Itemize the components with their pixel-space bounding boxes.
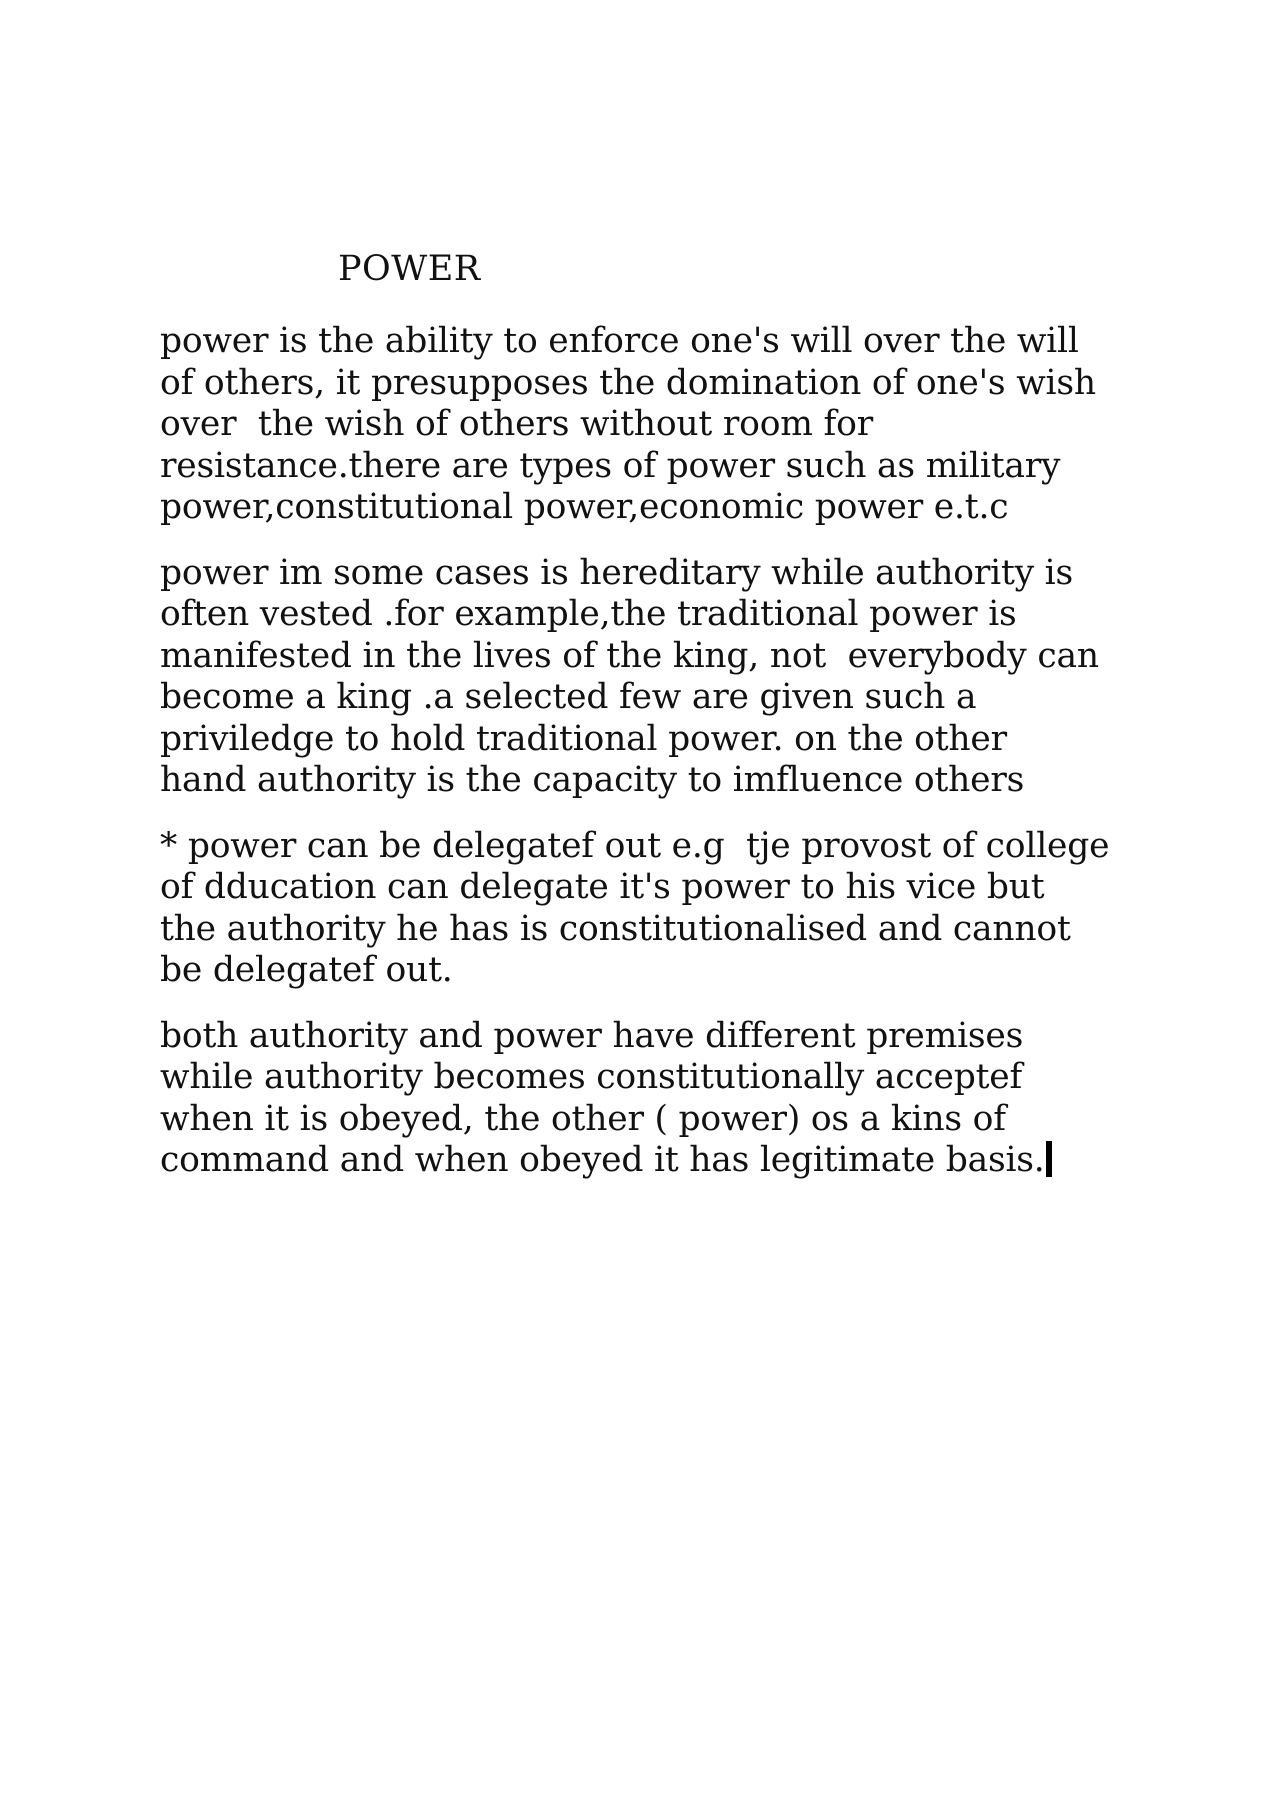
paragraph (160, 321, 1120, 529)
text-line: of dducation can delegate it's power to his vice but (160, 867, 1045, 907)
text-line: priviledge to hold traditional power. on the other (160, 718, 1007, 759)
text-line: while authority becomes constitutionally acceptef (160, 1057, 1023, 1097)
text-line: often vested .for example,the traditional power is (160, 594, 1017, 634)
text-cursor (1046, 1141, 1052, 1177)
text-line: over the wish of others without room for (160, 404, 873, 444)
text-line: manifested in the lives of the king, not everybody can (160, 635, 1099, 676)
text-line: of others, it presupposes the domination of one's wish (160, 362, 1096, 403)
text-line-content: command and when obeyed it has legitimate basis. (160, 1140, 1045, 1180)
text-line: power im some cases is hereditary while authority is (160, 552, 1074, 593)
text-line: hand authority is the capacity to imfluence others (160, 760, 1025, 800)
document-title: POWER (338, 249, 481, 289)
text-line: be delegatef out. (160, 950, 453, 990)
last-text-line (160, 1140, 1120, 1182)
paragraph (160, 1016, 1120, 1182)
text-line: * power can be delegatef out e.g tje provost of college (160, 825, 1110, 866)
text-line: power is the ability to enforce one's will over the will (160, 321, 1079, 361)
text-line: become a king .a selected few are given such a (160, 677, 977, 717)
paragraph (160, 553, 1120, 802)
paragraph (160, 826, 1120, 992)
text-line: resistance.there are types of power such as military (160, 445, 1061, 486)
text-line: power,constitutional power,economic power e.t.c (160, 487, 1009, 527)
document-body[interactable] (160, 245, 1120, 1206)
text-line: when it is obeyed, the other ( power) os a kins of (160, 1098, 1006, 1139)
text-line: both authority and power have different premises (160, 1015, 1024, 1056)
text-line: the authority he has is constitutionalised and cannot (160, 908, 1071, 949)
